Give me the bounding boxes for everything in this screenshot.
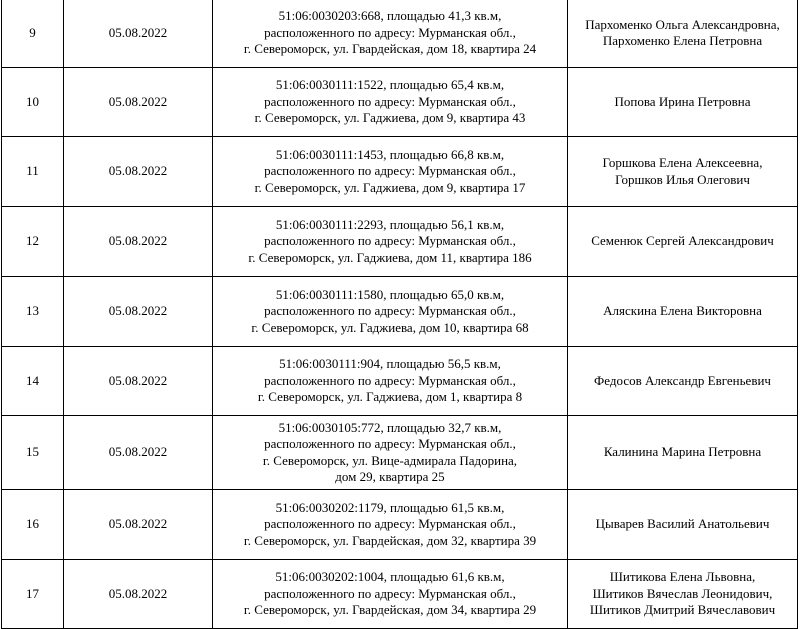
registration-date: 05.08.2022 <box>64 560 213 629</box>
row-number: 10 <box>2 68 64 137</box>
property-description <box>213 137 568 207</box>
table-row <box>2 68 798 137</box>
address-line: г. Североморск, ул. Гаджиева, дом 10, квартира 68 <box>251 319 529 335</box>
address-line: расположенного по адресу: Мурманская обл., <box>264 93 516 109</box>
table-row <box>2 416 798 490</box>
registration-date: 05.08.2022 <box>64 137 213 207</box>
property-description <box>213 68 568 137</box>
owners-cell <box>568 560 798 629</box>
table-row <box>2 277 798 347</box>
row-number: 12 <box>2 207 64 277</box>
row-number: 17 <box>2 560 64 629</box>
property-description <box>213 277 568 347</box>
address-line: 51:06:0030202:1179, площадью 61,5 кв.м, <box>275 499 505 515</box>
address-line: 51:06:0030105:772, площадью 32,7 кв.м, <box>278 419 502 435</box>
address-line: 51:06:0030202:1004, площадью 61,6 кв.м, <box>275 569 505 585</box>
owner-name: Попова Ирина Петровна <box>614 93 751 109</box>
property-description <box>213 490 568 560</box>
owner-name: Шитиков Вячеслав Леонидович, <box>592 585 773 601</box>
owners-cell <box>568 277 798 347</box>
address-line: расположенного по адресу: Мурманская обл., <box>264 372 516 388</box>
address-line: 51:06:0030111:1522, площадью 65,4 кв.м, <box>275 77 505 93</box>
table-row <box>2 0 798 68</box>
owners-cell <box>568 0 798 68</box>
property-registry-table <box>1 0 798 629</box>
address-line: расположенного по адресу: Мурманская обл., <box>264 303 516 319</box>
owner-name: Пархоменко Елена Петровна <box>602 33 763 48</box>
registration-date: 05.08.2022 <box>64 0 213 68</box>
property-description <box>213 560 568 629</box>
table-row <box>2 207 798 277</box>
address-line: 51:06:0030203:668, площадью 41,3 кв.м, <box>278 8 502 24</box>
address-line: г. Североморск, ул. Гаджиева, дом 11, квартира 186 <box>248 249 532 265</box>
registration-date: 05.08.2022 <box>64 277 213 347</box>
address-line: г. Североморск, ул. Гвардейская, дом 34, квартира 29 <box>243 602 537 618</box>
owner-name: Горшков Илья Олегович <box>615 171 750 187</box>
property-description <box>213 347 568 416</box>
registration-date: 05.08.2022 <box>64 207 213 277</box>
address-line: г. Североморск, ул. Гвардейская, дом 32, квартира 39 <box>243 532 537 548</box>
address-line: расположенного по адресу: Мурманская обл., <box>264 163 516 179</box>
owners-cell <box>568 207 798 277</box>
registration-date: 05.08.2022 <box>64 347 213 416</box>
property-description <box>213 0 568 68</box>
address-line: г. Североморск, ул. Гвардейская, дом 18, квартира 24 <box>243 41 537 57</box>
table-body <box>2 0 798 629</box>
address-line: г. Североморск, ул. Гаджиева, дом 9, квартира 17 <box>254 179 526 195</box>
row-number: 16 <box>2 490 64 560</box>
address-line: 51:06:0030111:1580, площадью 65,0 кв.м, <box>275 286 505 302</box>
address-line: дом 29, квартира 25 <box>335 469 445 484</box>
owner-name: Федосов Александр Евгеньевич <box>594 372 771 388</box>
table-row <box>2 137 798 207</box>
owner-name: Цыварев Василий Анатольевич <box>595 516 770 532</box>
address-line: 51:06:0030111:1453, площадью 66,8 кв.м, <box>275 146 505 162</box>
registration-date: 05.08.2022 <box>64 490 213 560</box>
address-line: расположенного по адресу: Мурманская обл., <box>264 585 516 601</box>
owner-name: Калинина Марина Петровна <box>603 444 762 460</box>
row-number: 13 <box>2 277 64 347</box>
row-number: 11 <box>2 137 64 207</box>
table-row <box>2 347 798 416</box>
address-line: 51:06:0030111:2293, площадью 56,1 кв.м, <box>275 216 505 232</box>
owners-cell <box>568 137 798 207</box>
registration-date: 05.08.2022 <box>64 68 213 137</box>
owners-cell <box>568 68 798 137</box>
owners-cell <box>568 347 798 416</box>
row-number: 9 <box>2 0 64 68</box>
property-description <box>213 416 568 490</box>
property-description <box>213 207 568 277</box>
address-line: г. Североморск, ул. Гаджиева, дом 9, квартира 43 <box>254 110 526 126</box>
registration-date: 05.08.2022 <box>64 416 213 490</box>
address-line: расположенного по адресу: Мурманская обл., <box>264 516 516 532</box>
owners-cell <box>568 416 798 490</box>
owner-name: Аляскина Елена Викторовна <box>603 303 762 319</box>
table-row <box>2 560 798 629</box>
address-line: г. Североморск, ул. Вице-адмирала Падорина, <box>262 452 518 468</box>
row-number: 15 <box>2 416 64 490</box>
owners-cell <box>568 490 798 560</box>
table-row <box>2 490 798 560</box>
owner-name: Семенюк Сергей Александрович <box>591 233 774 249</box>
address-line: расположенного по адресу: Мурманская обл., <box>264 24 516 40</box>
owner-name: Пархоменко Ольга Александровна, <box>585 16 780 32</box>
address-line: 51:06:0030111:904, площадью 56,5 кв.м, <box>279 356 501 372</box>
owner-name: Шитикова Елена Львовна, <box>609 569 756 585</box>
address-line: г. Североморск, ул. Гаджиева, дом 1, квартира 8 <box>257 389 523 405</box>
row-number: 14 <box>2 347 64 416</box>
owner-name: Горшкова Елена Алексеевна, <box>602 155 763 170</box>
address-line: расположенного по адресу: Мурманская обл., <box>264 233 516 249</box>
address-line: расположенного по адресу: Мурманская обл., <box>264 436 516 451</box>
owner-name: Шитиков Дмитрий Вячеславович <box>589 602 776 618</box>
